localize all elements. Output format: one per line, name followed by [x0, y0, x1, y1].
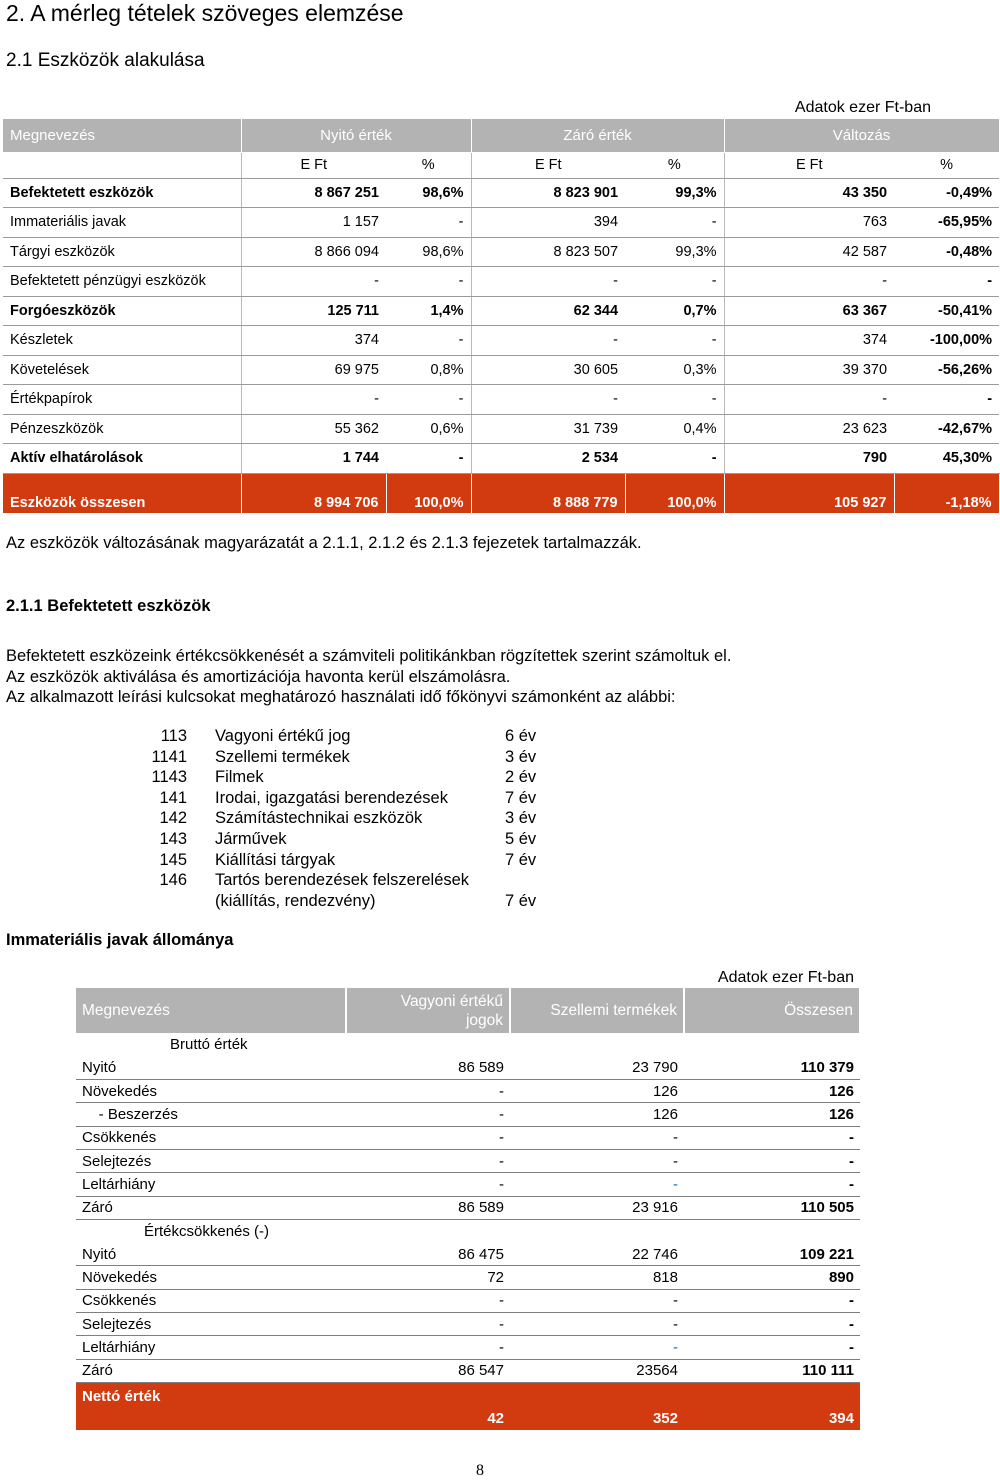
cell: 8 866 094 [241, 237, 386, 267]
section-heading: 2. A mérleg tételek szöveges elemzése [6, 0, 404, 26]
cell: 43 350 [724, 178, 894, 208]
row-label: Csökkenés [76, 1289, 346, 1312]
table1-unit-label: Adatok ezer Ft-ban [794, 99, 931, 116]
paragraph-line: Az eszközök aktiválása és amortizációja havonta kerül elszámolásra. [6, 667, 511, 686]
list-item [145, 767, 585, 788]
cell: 98,6% [386, 237, 471, 267]
row-label: Eszközök összesen [3, 473, 241, 513]
row-label: Befektetett eszközök [3, 178, 241, 208]
cell: 86 589 [346, 1056, 510, 1079]
row-label: Pénzeszközök [3, 414, 241, 444]
cell: 1 157 [241, 208, 386, 238]
paragraph-line: Befektetett eszközeink értékcsökkenését a számviteli politikánkban rögzítettek szerint számoltuk el. [6, 647, 732, 665]
cell: 86 547 [346, 1359, 510, 1382]
cell: 23564 [510, 1359, 684, 1382]
cell: 8 994 706 [241, 473, 386, 513]
account-code: 1143 [151, 768, 187, 787]
cell: - [346, 1313, 510, 1336]
cell: 99,3% [625, 237, 724, 267]
cell: 818 [510, 1266, 684, 1289]
cell: - [684, 1289, 860, 1312]
cell: 72 [346, 1266, 510, 1289]
table-row [3, 414, 999, 444]
cell: - [510, 1126, 684, 1149]
cell: 69 975 [241, 355, 386, 385]
cell: 8 823 507 [471, 237, 625, 267]
cell: - [471, 385, 625, 415]
row-label: Befektetett pénzügyi eszközök [3, 267, 241, 297]
header-closing: Záró érték [471, 119, 724, 152]
row-label: Nettó érték [76, 1382, 346, 1430]
header-total: Összesen [684, 988, 860, 1033]
table-row [3, 355, 999, 385]
cell: - [684, 1126, 860, 1149]
cell: 0,7% [625, 296, 724, 326]
cell: 31 739 [471, 414, 625, 444]
explanation-paragraph: Az eszközök változásának magyarázatát a 2.1.1, 2.1.2 és 2.1.3 fejezetek tartalmazzák. [6, 534, 642, 552]
cell: 0,6% [386, 414, 471, 444]
assets-table-header [3, 119, 999, 152]
cell: 110 379 [684, 1056, 860, 1079]
cell: - [386, 444, 471, 474]
cell: - [510, 1289, 684, 1312]
cell: 374 [724, 326, 894, 356]
cell: -56,26% [894, 355, 999, 385]
table-row [76, 1103, 860, 1126]
table-row [76, 1266, 860, 1289]
subheader-cell: % [625, 152, 724, 178]
depreciation-policy-paragraph [6, 646, 731, 708]
row-label: Záró [76, 1196, 346, 1219]
cell: - [894, 267, 999, 297]
header-line: jogok [465, 1011, 503, 1029]
net-value-row [76, 1382, 860, 1430]
subheader-cell: % [894, 152, 999, 178]
cell: - [346, 1173, 510, 1196]
cell: - [471, 326, 625, 356]
table-row [76, 1196, 860, 1219]
header-change: Változás [724, 119, 999, 152]
useful-life: 6 év [505, 727, 537, 745]
table-row [3, 385, 999, 415]
intangible-assets-heading: Immateriális javak állománya [6, 931, 234, 949]
cell: - [241, 267, 386, 297]
cell: 100,0% [386, 473, 471, 513]
cell: - [724, 385, 894, 415]
cell: 100,0% [625, 473, 724, 513]
cell: 0,4% [625, 414, 724, 444]
table-row [76, 1289, 860, 1312]
row-label: Záró [76, 1359, 346, 1382]
cell: -0,49% [894, 178, 999, 208]
header-opening: Nyitó érték [241, 119, 471, 152]
cell: 63 367 [724, 296, 894, 326]
subheader-cell: E Ft [471, 152, 625, 178]
table-row [3, 326, 999, 356]
cell: 30 605 [471, 355, 625, 385]
row-label: Készletek [3, 326, 241, 356]
cell: - [346, 1336, 510, 1359]
list-item [145, 747, 585, 768]
subheader-cell: % [386, 152, 471, 178]
cell: 22 746 [510, 1243, 684, 1266]
cell: 98,6% [386, 178, 471, 208]
list-item [145, 726, 585, 747]
useful-life: 7 év [505, 788, 537, 807]
cell: - [625, 326, 724, 356]
section-row [76, 1033, 860, 1056]
account-code: 141 [159, 788, 187, 807]
list-item [145, 850, 585, 871]
cell: - [894, 385, 999, 415]
cell: - [625, 385, 724, 415]
cell: -1,18% [894, 473, 999, 513]
table-row [3, 444, 999, 474]
cell: - [625, 444, 724, 474]
cell: 126 [510, 1103, 684, 1126]
row-label: Növekedés [76, 1080, 346, 1103]
cell: 23 916 [510, 1196, 684, 1219]
row-label: Nyitó [76, 1056, 346, 1079]
fixed-assets-heading: 2.1.1 Befektetett eszközök [6, 597, 211, 615]
cell: 374 [241, 326, 386, 356]
subheader-cell: E Ft [241, 152, 386, 178]
intangible-table-header [76, 988, 860, 1033]
cell: 126 [510, 1080, 684, 1103]
table-row [76, 1149, 860, 1172]
cell: 42 587 [724, 237, 894, 267]
list-item [145, 808, 585, 829]
row-label: Leltárhiány [76, 1336, 346, 1359]
cell: 125 711 [241, 296, 386, 326]
table-row [76, 1080, 860, 1103]
header-name: Megnevezés [76, 988, 346, 1033]
page-number: 8 [476, 1462, 484, 1479]
cell: 62 344 [471, 296, 625, 326]
table-row [3, 296, 999, 326]
cell: 105 927 [724, 473, 894, 513]
section-label: Bruttó érték [170, 1036, 248, 1054]
cell: - [510, 1149, 684, 1172]
cell: 126 [684, 1103, 860, 1126]
cell: - [471, 267, 625, 297]
cell: -50,41% [894, 296, 999, 326]
cell: 109 221 [684, 1243, 860, 1266]
table-row [3, 237, 999, 267]
cell: - [724, 267, 894, 297]
table-row [3, 267, 999, 297]
account-code: 145 [159, 850, 187, 869]
paragraph-line: Az alkalmazott leírási kulcsokat meghatározó használati idő főkönyvi számonként az alábbi: [6, 688, 676, 706]
cell: 86 589 [346, 1196, 510, 1219]
cell: 0,3% [625, 355, 724, 385]
account-name: Számítástechnikai eszközök [215, 809, 423, 828]
table-row [3, 178, 999, 208]
cell: -65,95% [894, 208, 999, 238]
header-property-rights [346, 988, 510, 1033]
header-line: Vagyoni értékű [400, 992, 503, 1010]
useful-life: 2 év [505, 768, 537, 787]
cell: - [684, 1149, 860, 1172]
row-label: Selejtezés [76, 1149, 346, 1172]
cell: - [684, 1173, 860, 1196]
table2-unit-label: Adatok ezer Ft-ban [717, 969, 854, 986]
cell: - [510, 1336, 684, 1359]
useful-life: 3 év [505, 747, 537, 766]
account-name: Szellemi termékek [215, 747, 350, 766]
cell: - [346, 1103, 510, 1126]
cell: 42 [346, 1382, 510, 1430]
cell: 110 111 [684, 1359, 860, 1382]
account-code: 113 [160, 727, 187, 745]
cell: - [386, 385, 471, 415]
depreciation-list [145, 726, 585, 911]
row-label: Tárgyi eszközök [3, 237, 241, 267]
account-code: 1141 [151, 747, 187, 766]
row-label: Forgóeszközök [3, 296, 241, 326]
cell: - [684, 1313, 860, 1336]
account-code: 146 [159, 871, 187, 890]
useful-life [505, 870, 585, 891]
cell: - [684, 1336, 860, 1359]
cell: - [346, 1080, 510, 1103]
cell: -42,67% [894, 414, 999, 444]
cell: 394 [471, 208, 625, 238]
useful-life: 3 év [505, 809, 537, 828]
cell: 2 534 [471, 444, 625, 474]
cell: 8 823 901 [471, 178, 625, 208]
cell: 45,30% [894, 444, 999, 474]
cell: 23 790 [510, 1056, 684, 1079]
cell: -0,48% [894, 237, 999, 267]
account-name: Filmek [215, 768, 264, 787]
cell: 86 475 [346, 1243, 510, 1266]
cell: 1 744 [241, 444, 386, 474]
cell: 790 [724, 444, 894, 474]
cell: 0,8% [386, 355, 471, 385]
assets-table-subheader [3, 152, 999, 178]
row-label: - Beszerzés [76, 1103, 346, 1126]
cell: 39 370 [724, 355, 894, 385]
table-row [76, 1243, 860, 1266]
subsection-heading: 2.1 Eszközök alakulása [6, 50, 205, 71]
list-item [145, 829, 585, 850]
table-row [3, 208, 999, 238]
useful-life: 7 év [505, 850, 537, 869]
list-item [145, 788, 585, 809]
header-intellectual-property: Szellemi termékek [510, 988, 684, 1033]
cell: - [241, 385, 386, 415]
table-row [76, 1359, 860, 1382]
cell: - [625, 208, 724, 238]
cell: - [346, 1126, 510, 1149]
account-name: Járművek [215, 829, 287, 848]
table-row [76, 1056, 860, 1079]
cell: 1,4% [386, 296, 471, 326]
cell: - [346, 1149, 510, 1172]
table-row [76, 1336, 860, 1359]
cell: - [625, 267, 724, 297]
account-code: 142 [159, 809, 187, 828]
row-label: Leltárhiány [76, 1173, 346, 1196]
cell: - [386, 267, 471, 297]
cell: -100,00% [894, 326, 999, 356]
subheader-cell: E Ft [724, 152, 894, 178]
row-label: Növekedés [76, 1266, 346, 1289]
list-item [145, 870, 585, 891]
cell: - [510, 1173, 684, 1196]
cell: 394 [684, 1382, 860, 1430]
account-name: (kiállítás, rendezvény) [215, 891, 376, 910]
row-label: Nyitó [76, 1243, 346, 1266]
row-label: Selejtezés [76, 1313, 346, 1336]
header-name: Megnevezés [3, 119, 241, 152]
cell: - [510, 1313, 684, 1336]
cell: 99,3% [625, 178, 724, 208]
intangible-assets-table [76, 988, 861, 1430]
account-name: Irodai, igazgatási berendezések [215, 788, 448, 807]
account-code [145, 891, 187, 912]
assets-table [3, 119, 1000, 513]
cell: - [386, 208, 471, 238]
cell: 763 [724, 208, 894, 238]
cell: 8 888 779 [471, 473, 625, 513]
account-code: 143 [159, 829, 187, 848]
cell: 23 623 [724, 414, 894, 444]
account-name: Tartós berendezések felszerelések [215, 871, 470, 890]
row-label: Aktív elhatárolások [3, 444, 241, 474]
row-label: Immateriális javak [3, 208, 241, 238]
row-label: Követelések [3, 355, 241, 385]
cell: 352 [510, 1382, 684, 1430]
cell: - [346, 1289, 510, 1312]
cell: 126 [684, 1080, 860, 1103]
table-row [76, 1126, 860, 1149]
cell: 890 [684, 1266, 860, 1289]
account-name: Kiállítási tárgyak [215, 850, 336, 869]
cell: - [386, 326, 471, 356]
list-item [145, 891, 585, 912]
useful-life: 7 év [505, 891, 537, 910]
table-row [76, 1173, 860, 1196]
row-label: Értékpapírok [3, 385, 241, 415]
cell: 8 867 251 [241, 178, 386, 208]
cell: 55 362 [241, 414, 386, 444]
section-label: Értékcsökkenés (-) [144, 1222, 270, 1240]
total-row [3, 473, 999, 513]
table-row [76, 1313, 860, 1336]
row-label: Csökkenés [76, 1126, 346, 1149]
cell: 110 505 [684, 1196, 860, 1219]
section-row [76, 1219, 860, 1242]
account-name: Vagyoni értékű jog [215, 727, 351, 745]
useful-life: 5 év [505, 829, 537, 848]
